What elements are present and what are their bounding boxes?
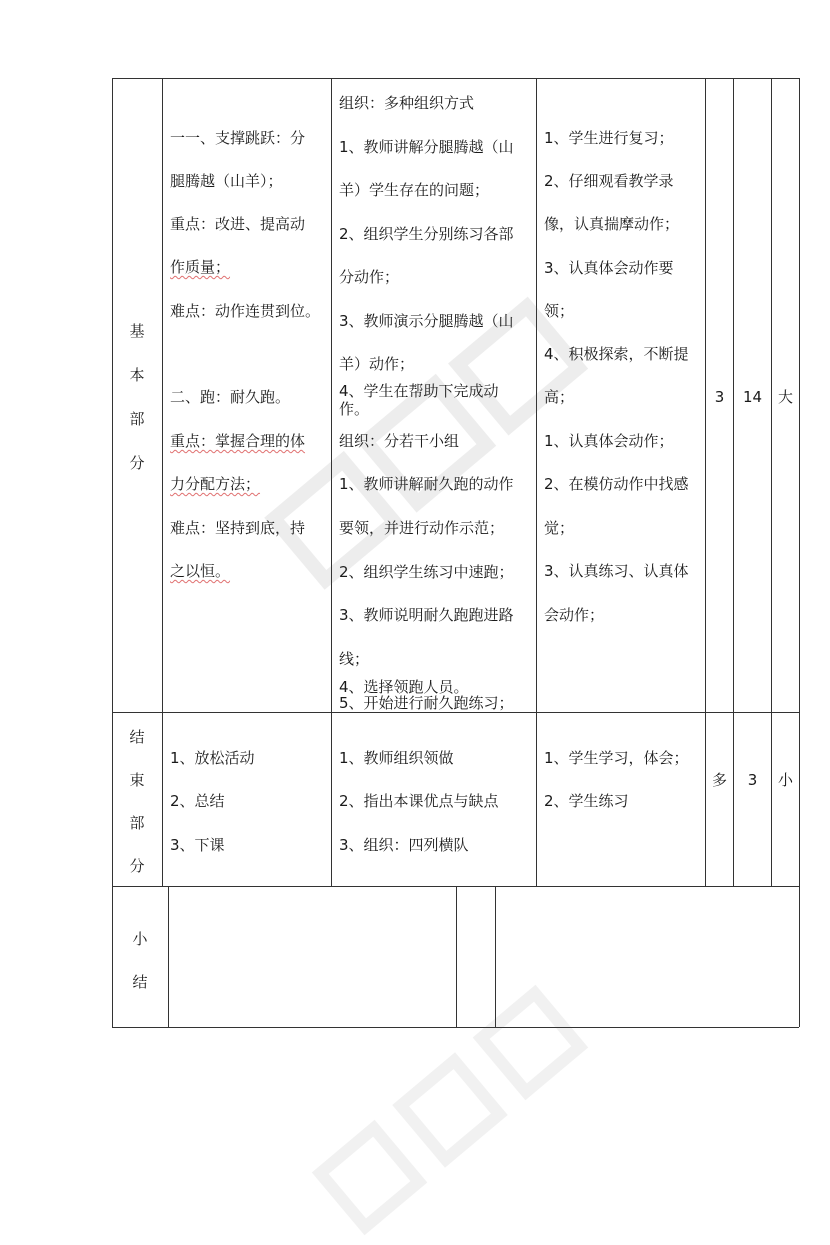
- end-time: 3: [747, 771, 758, 789]
- watermark-logo-2: [303, 975, 597, 1244]
- basic-count: 3: [714, 388, 725, 406]
- basic-intensity: 大: [777, 388, 793, 406]
- basic-time: 14: [742, 388, 763, 406]
- end-intensity: 小: [777, 771, 793, 789]
- end-count: 多: [711, 771, 727, 789]
- summary-label-2: 结: [132, 973, 148, 991]
- summary-label-1: 小: [132, 930, 148, 948]
